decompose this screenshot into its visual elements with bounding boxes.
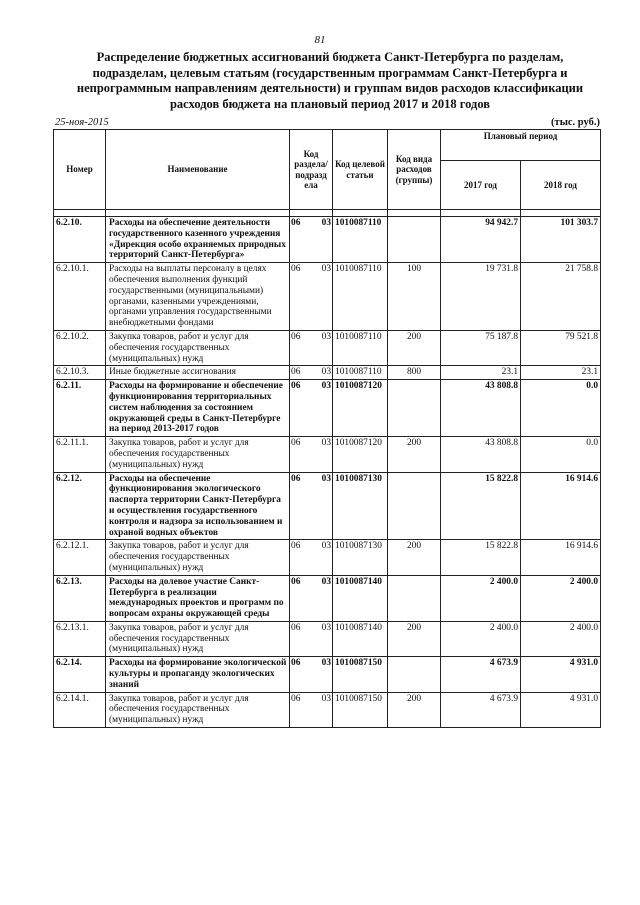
section-code: 06 <box>291 331 301 342</box>
section-code: 06 <box>291 622 301 633</box>
row-value-2017: 23.1 <box>441 366 521 380</box>
row-section-code <box>290 692 333 727</box>
row-section-code <box>290 263 333 331</box>
table-row <box>54 263 601 331</box>
row-name: Расходы на формирование и обеспечение функционирования территориальных систем наблюдения за состоянием окружающей среды в Санкт-Петербурге на период 2013-2017 годов <box>106 380 290 437</box>
row-number: 6.2.13. <box>54 575 106 621</box>
header-expense-type-code: Код вида расходов (группы) <box>388 130 441 210</box>
row-value-2017: 2 400.0 <box>441 575 521 621</box>
row-value-2018: 23.1 <box>521 366 601 380</box>
header-year-2017: 2017 год <box>441 161 521 210</box>
row-value-2018: 0.0 <box>521 380 601 437</box>
header-number: Номер <box>54 130 106 210</box>
row-number: 6.2.14.1. <box>54 692 106 727</box>
row-target-code: 1010087110 <box>333 217 388 263</box>
section-code: 06 <box>291 693 301 704</box>
header-target-code: Код целевой статьи <box>333 130 388 210</box>
subsection-code: 03 <box>321 693 331 704</box>
table-row <box>54 657 601 692</box>
section-code: 06 <box>291 367 301 378</box>
subsection-code: 03 <box>321 622 331 633</box>
row-value-2018: 101 303.7 <box>521 217 601 263</box>
row-expense-type <box>388 657 441 692</box>
row-target-code: 1010087130 <box>333 472 388 540</box>
subsection-code: 03 <box>321 658 331 669</box>
row-target-code: 1010087120 <box>333 380 388 437</box>
row-value-2018: 16 914.6 <box>521 472 601 540</box>
section-code: 06 <box>291 541 301 552</box>
row-section-code <box>290 472 333 540</box>
row-number: 6.2.14. <box>54 657 106 692</box>
row-target-code: 1010087140 <box>333 575 388 621</box>
row-name: Расходы на долевое участие Санкт-Петербурга в реализации международных проектов и программ по вопросам охраны окружающей среды <box>106 575 290 621</box>
table-row <box>54 437 601 472</box>
row-value-2018: 2 400.0 <box>521 621 601 656</box>
row-section-code <box>290 575 333 621</box>
row-number: 6.2.12.1. <box>54 540 106 575</box>
section-code: 06 <box>291 473 301 484</box>
row-expense-type <box>388 217 441 263</box>
subsection-code: 03 <box>321 473 331 484</box>
row-number: 6.2.10.2. <box>54 330 106 365</box>
row-value-2017: 43 808.8 <box>441 437 521 472</box>
section-code: 06 <box>291 218 301 228</box>
row-name: Расходы на обеспечение функционирования экологического паспорта территории Санкт-Петербурга и осуществления государственного контроля и надзора за использованием и охраной водных объектов <box>106 472 290 540</box>
row-target-code: 1010087110 <box>333 330 388 365</box>
header-name: Наименование <box>106 130 290 210</box>
subsection-code: 03 <box>321 541 331 552</box>
row-expense-type: 200 <box>388 437 441 472</box>
row-target-code: 1010087110 <box>333 263 388 331</box>
row-name: Расходы на обеспечение деятельности государственного казенного учреждения «Дирекция особо охраняемых природных территорий Санкт-Петербурга» <box>106 217 290 263</box>
row-expense-type <box>388 575 441 621</box>
row-expense-type: 800 <box>388 366 441 380</box>
table-row <box>54 621 601 656</box>
row-value-2018: 79 521.8 <box>521 330 601 365</box>
row-value-2018: 4 931.0 <box>521 657 601 692</box>
row-value-2017: 15 822.8 <box>441 540 521 575</box>
row-number: 6.2.11.1. <box>54 437 106 472</box>
subsection-code: 03 <box>321 331 331 342</box>
row-value-2017: 43 808.8 <box>441 380 521 437</box>
row-number: 6.2.10.1. <box>54 263 106 331</box>
subsection-code: 03 <box>321 576 331 587</box>
subsection-code: 03 <box>321 381 331 392</box>
row-section-code <box>290 437 333 472</box>
row-value-2017: 94 942.7 <box>441 217 521 263</box>
table-body <box>54 210 601 728</box>
spacer-row <box>54 210 601 217</box>
row-expense-type: 200 <box>388 692 441 727</box>
row-section-code <box>290 540 333 575</box>
header-section-code: Код раздела/ подразд ела <box>290 130 333 210</box>
row-name: Закупка товаров, работ и услуг для обеспечения государственных (муниципальных) нужд <box>106 692 290 727</box>
row-expense-type: 100 <box>388 263 441 331</box>
row-target-code: 1010087140 <box>333 621 388 656</box>
row-section-code <box>290 380 333 437</box>
row-value-2017: 4 673.9 <box>441 657 521 692</box>
row-value-2018: 21 758.8 <box>521 263 601 331</box>
section-code: 06 <box>291 264 301 275</box>
row-expense-type: 200 <box>388 540 441 575</box>
row-value-2017: 4 673.9 <box>441 692 521 727</box>
header-year-2018: 2018 год <box>521 161 601 210</box>
row-name: Расходы на формирование экологической культуры и пропаганду экологических знаний <box>106 657 290 692</box>
subsection-code: 03 <box>321 218 331 228</box>
budget-table <box>53 129 601 728</box>
row-section-code <box>290 657 333 692</box>
table-row <box>54 692 601 727</box>
document-title: Распределение бюджетных ассигнований бюджета Санкт-Петербурга по разделам, подразделам, целевым статьям (государственным программам Санкт-Петербурга и непрограммным направлениям деятельности) и группам видов расходов классификации расходов бюджета на плановый период 2017 и 2018 годов <box>76 50 584 111</box>
row-name: Расходы на выплаты персоналу в целях обеспечения выполнения функций государственными (муниципальными) органами, казенными учреждениями, органами управления государственными внебюджетными фондами <box>106 263 290 331</box>
row-expense-type <box>388 472 441 540</box>
row-section-code <box>290 621 333 656</box>
row-section-code <box>290 217 333 263</box>
row-name: Закупка товаров, работ и услуг для обеспечения государственных (муниципальных) нужд <box>106 437 290 472</box>
subsection-code: 03 <box>321 438 331 449</box>
row-expense-type <box>388 380 441 437</box>
row-name: Закупка товаров, работ и услуг для обеспечения государственных (муниципальных) нужд <box>106 621 290 656</box>
row-number: 6.2.10. <box>54 217 106 263</box>
row-value-2018: 0.0 <box>521 437 601 472</box>
subsection-code: 03 <box>321 367 331 378</box>
currency-unit: (тыс. руб.) <box>551 117 600 128</box>
row-target-code: 1010087150 <box>333 657 388 692</box>
subsection-code: 03 <box>321 264 331 275</box>
row-value-2017: 75 187.8 <box>441 330 521 365</box>
row-name: Закупка товаров, работ и услуг для обеспечения государственных (муниципальных) нужд <box>106 540 290 575</box>
row-target-code: 1010087110 <box>333 366 388 380</box>
row-name: Иные бюджетные ассигнования <box>106 366 290 380</box>
table-row <box>54 380 601 437</box>
row-value-2017: 19 731.8 <box>441 263 521 331</box>
table-row <box>54 217 601 263</box>
report-date: 25-ноя-2015 <box>55 117 109 128</box>
row-expense-type: 200 <box>388 621 441 656</box>
row-number: 6.2.10.3. <box>54 366 106 380</box>
row-number: 6.2.13.1. <box>54 621 106 656</box>
row-number: 6.2.12. <box>54 472 106 540</box>
table-row <box>54 330 601 365</box>
row-section-code <box>290 366 333 380</box>
row-target-code: 1010087120 <box>333 437 388 472</box>
section-code: 06 <box>291 576 301 587</box>
table-row <box>54 540 601 575</box>
table-row <box>54 575 601 621</box>
row-value-2017: 2 400.0 <box>441 621 521 656</box>
row-value-2018: 4 931.0 <box>521 692 601 727</box>
row-target-code: 1010087150 <box>333 692 388 727</box>
header-planned-period: Плановый период <box>441 130 601 161</box>
table-row <box>54 366 601 380</box>
row-value-2017: 15 822.8 <box>441 472 521 540</box>
section-code: 06 <box>291 438 301 449</box>
row-expense-type: 200 <box>388 330 441 365</box>
table-row <box>54 472 601 540</box>
section-code: 06 <box>291 381 301 392</box>
row-value-2018: 2 400.0 <box>521 575 601 621</box>
row-name: Закупка товаров, работ и услуг для обеспечения государственных (муниципальных) нужд <box>106 330 290 365</box>
section-code: 06 <box>291 658 301 669</box>
row-target-code: 1010087130 <box>333 540 388 575</box>
row-number: 6.2.11. <box>54 380 106 437</box>
row-value-2018: 16 914.6 <box>521 540 601 575</box>
page-number: 81 <box>314 34 326 46</box>
row-section-code <box>290 330 333 365</box>
